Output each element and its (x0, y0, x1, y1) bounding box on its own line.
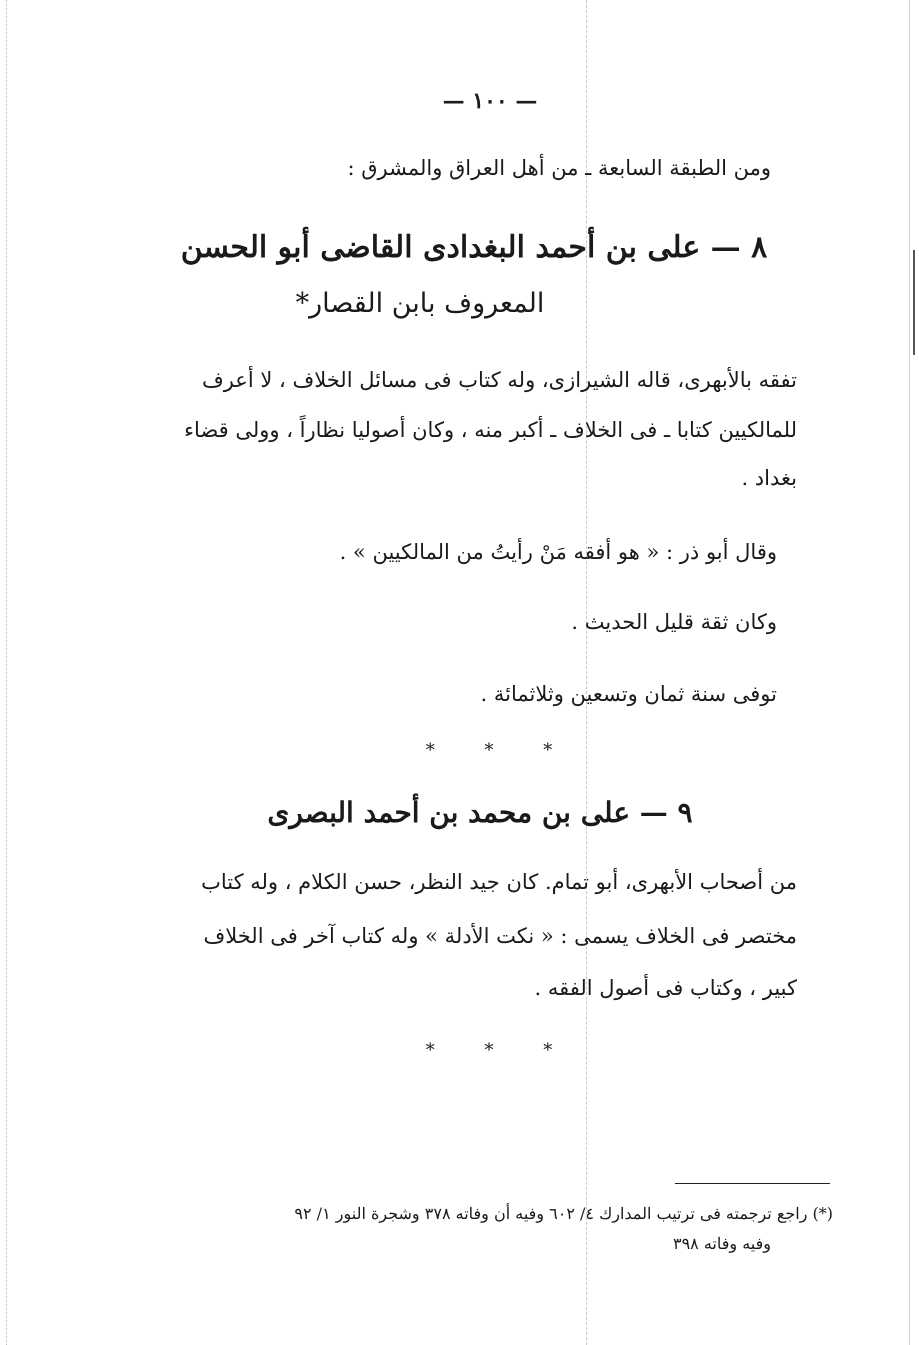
entry-8-line: وقال أبو ذر : « هو أفقه مَنْ رأيتُ من المالكيين » . (339, 540, 777, 564)
entry-8-line: توفى سنة ثمان وتسعين وثلاثمائة . (480, 682, 777, 706)
scan-edge-line-left (6, 0, 7, 1345)
entry-9-line: كبير ، وكتاب فى أصول الفقه . (534, 976, 797, 1000)
entry-8-heading: ٨ — على بن أحمد البغدادى القاضى أبو الحسن (180, 230, 768, 265)
section-separator: * * * (425, 740, 575, 761)
entry-8-line: للمالكيين كتابا ـ فى الخلاف ـ أكبر منه ، وكان أصوليا نظاراً ، وولى قضاء (184, 418, 797, 442)
entry-8-line: تفقه بالأبهرى، قاله الشيرازى، وله كتاب فى مسائل الخلاف ، لا أعرف (201, 368, 797, 392)
entry-9-heading: ٩ — على بن محمد بن أحمد البصرى (267, 796, 693, 829)
scan-edge-mark (913, 250, 915, 355)
section-separator: * * * (425, 1040, 575, 1061)
entry-8-subheading: المعروف بابن القصار* (295, 288, 545, 319)
entry-8-line: بغداد . (741, 466, 797, 490)
section-intro: ومن الطبقة السابعة ـ من أهل العراق والمشرق : (347, 156, 771, 180)
footnote-line: (*) راجع ترجمته فى ترتيب المدارك ٤/ ٦٠٢ وفيه أن وفاته ٣٧٨ وشجرة النور ١/ ٩٢ (294, 1204, 833, 1223)
scan-edge-line-right (909, 0, 910, 1345)
footnote-rule (675, 1183, 830, 1184)
entry-9-line: من أصحاب الأبهرى، أبو تمام. كان جيد النظر، حسن الكلام ، وله كتاب (201, 870, 797, 894)
page-number: — ١٠٠ — (442, 88, 538, 114)
entry-9-line: مختصر فى الخلاف يسمى : « نكت الأدلة » وله كتاب آخر فى الخلاف (203, 924, 797, 948)
entry-8-line: وكان ثقة قليل الحديث . (571, 610, 777, 634)
scan-fold-line (586, 0, 587, 1345)
footnote-line: وفيه وفاته ٣٩٨ (672, 1234, 771, 1253)
